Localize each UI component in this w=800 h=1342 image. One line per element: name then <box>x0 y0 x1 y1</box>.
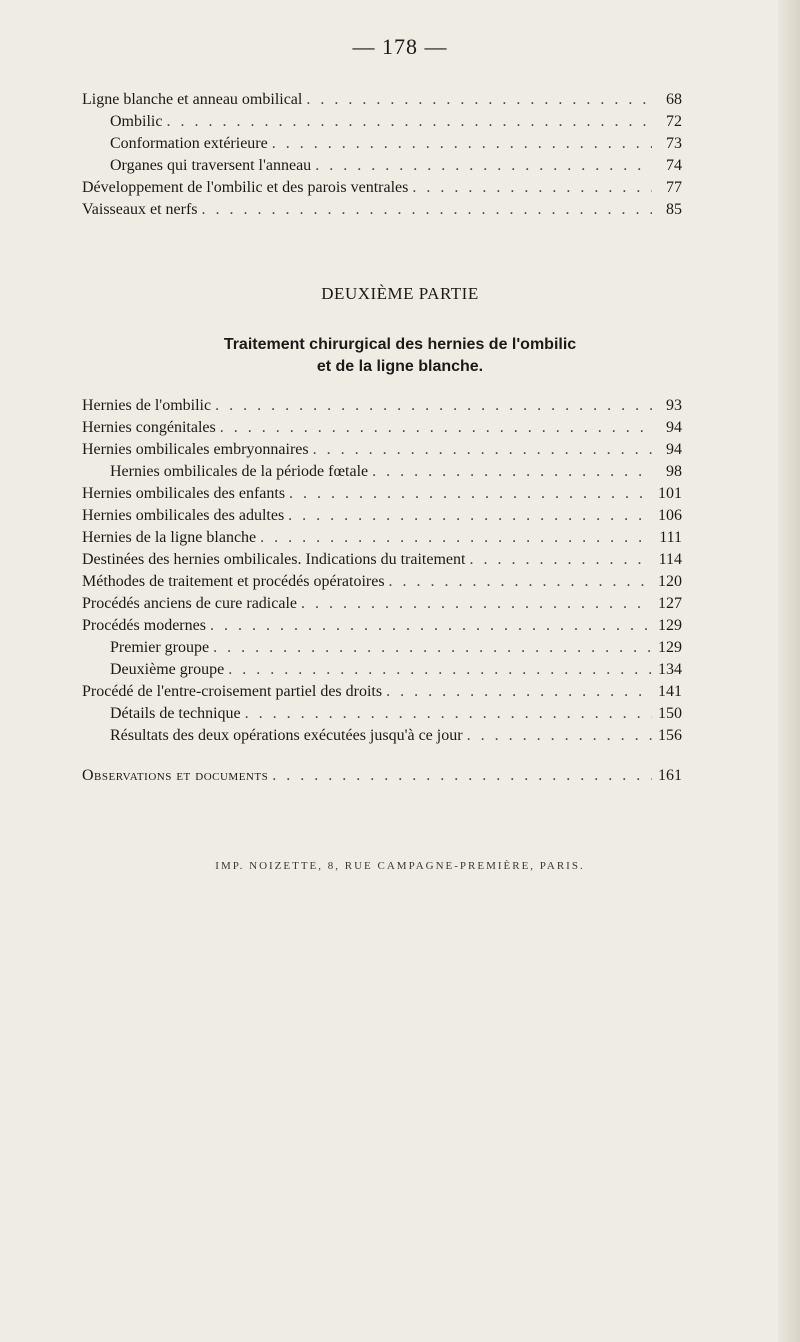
toc-leader-dots <box>386 680 652 704</box>
toc-entry-page: 93 <box>666 397 682 414</box>
toc-entry-title: Destinées des hernies ombilicales. Indications du traitement <box>82 551 466 568</box>
toc-entry[interactable] <box>110 724 682 748</box>
toc-entry-page: 114 <box>658 551 682 568</box>
toc-leader-dots <box>260 526 652 550</box>
toc-entry-page: 111 <box>659 529 682 546</box>
toc-entry-page: 156 <box>658 727 682 744</box>
toc-entry[interactable] <box>110 636 682 660</box>
toc-entry-title: Procédés anciens de cure radicale <box>82 595 297 612</box>
toc-entry-title: Détails de technique <box>110 705 241 722</box>
toc-entry[interactable] <box>110 110 682 134</box>
toc-leader-dots <box>272 132 652 156</box>
section-title: Traitement chirurgical des hernies de l'ombilic <box>223 336 577 353</box>
toc-leader-dots <box>313 438 652 462</box>
toc-entry-page: 106 <box>658 507 682 524</box>
toc-entry-page: 94 <box>666 419 682 436</box>
toc-leader-dots <box>220 416 652 440</box>
toc-entry-title: Développement de l'ombilic et des parois ventrales <box>82 179 409 196</box>
toc-entry[interactable] <box>82 680 682 704</box>
toc-entry-page: 68 <box>666 91 682 108</box>
toc-entry-page: 120 <box>658 573 682 590</box>
toc-leader-dots <box>469 548 652 572</box>
toc-entry[interactable] <box>82 88 682 112</box>
toc-entry-page: 77 <box>666 179 682 196</box>
toc-entry-title: Procédé de l'entre-croisement partiel des droits <box>82 683 383 700</box>
toc-entry[interactable] <box>110 154 682 178</box>
toc-entry[interactable] <box>82 548 682 572</box>
toc-entry-title: Méthodes de traitement et procédés opératoires <box>82 573 385 590</box>
toc-leader-dots <box>215 394 652 418</box>
toc-entry-page: 72 <box>666 113 682 130</box>
section-title-continued: et de la ligne blanche. <box>316 358 484 375</box>
toc-entry-page: 134 <box>658 661 682 678</box>
toc-leader-dots <box>245 702 652 726</box>
toc-entry-title: Hernies de l'ombilic <box>82 397 212 414</box>
toc-entry-page: 129 <box>658 639 682 656</box>
toc-leader-dots <box>467 724 652 748</box>
toc-entry-page: 141 <box>658 683 682 700</box>
page-number: — 178 — <box>352 34 448 59</box>
toc-leader-dots <box>306 88 652 112</box>
toc-entry[interactable] <box>82 198 682 222</box>
toc-leader-dots <box>210 614 652 638</box>
toc-entry[interactable] <box>82 614 682 638</box>
toc-entry-title: Procédés modernes <box>82 617 206 634</box>
toc-entry[interactable] <box>82 176 682 200</box>
toc-entry-title: Observations et documents <box>82 767 269 784</box>
toc-leader-dots <box>412 176 652 200</box>
toc-entry[interactable] <box>82 526 682 550</box>
page-edge <box>778 0 800 1342</box>
toc-entry-page: 129 <box>658 617 682 634</box>
toc-entry[interactable] <box>82 416 682 440</box>
toc-leader-dots <box>389 570 652 594</box>
toc-leader-dots <box>202 198 652 222</box>
toc-leader-dots <box>288 504 652 528</box>
toc-entry-title: Deuxième groupe <box>110 661 225 678</box>
toc-entry-title: Résultats des deux opérations exécutées jusqu'à ce jour <box>110 727 463 744</box>
toc-leader-dots <box>372 460 652 484</box>
part-title: DEUXIÈME PARTIE <box>321 284 479 303</box>
toc-entry-title: Conformation extérieure <box>110 135 268 152</box>
toc-entry-page: 73 <box>666 135 682 152</box>
toc-leader-dots <box>228 658 652 682</box>
toc-entry-title: Hernies ombilicales de la période fœtale <box>110 463 369 480</box>
toc-entry-page: 74 <box>666 157 682 174</box>
toc-entry[interactable] <box>82 438 682 462</box>
toc-entry-title: Hernies ombilicales des adultes <box>82 507 285 524</box>
toc-entry-page: 101 <box>658 485 682 502</box>
toc-entry-title: Ombilic <box>110 113 163 130</box>
toc-entry[interactable] <box>82 482 682 506</box>
toc-entry[interactable] <box>82 592 682 616</box>
toc-entry[interactable] <box>110 132 682 156</box>
toc-leader-dots <box>213 636 652 660</box>
toc-entry-page: 98 <box>666 463 682 480</box>
toc-leader-dots <box>289 482 652 506</box>
toc-leader-dots <box>272 764 652 788</box>
toc-entry-page: 94 <box>666 441 682 458</box>
toc-leader-dots <box>166 110 652 134</box>
toc-entry[interactable] <box>82 570 682 594</box>
toc-entry[interactable] <box>82 504 682 528</box>
toc-entry-title: Hernies ombilicales des enfants <box>82 485 286 502</box>
toc-entry-page: 161 <box>658 767 682 784</box>
toc-entry-title: Organes qui traversent l'anneau <box>110 157 312 174</box>
toc-entry-title: Hernies ombilicales embryonnaires <box>82 441 309 458</box>
toc-entry-page: 150 <box>658 705 682 722</box>
toc-entry-title: Hernies congénitales <box>82 419 216 436</box>
toc-entry-title: Vaisseaux et nerfs <box>82 201 198 218</box>
toc-entry-title: Ligne blanche et anneau ombilical <box>82 91 303 108</box>
toc-leader-dots <box>315 154 652 178</box>
toc-leader-dots <box>301 592 652 616</box>
toc-entry-observations[interactable] <box>82 764 682 788</box>
toc-entry-page: 127 <box>658 595 682 612</box>
toc-entry-page: 85 <box>666 201 682 218</box>
toc-entry[interactable] <box>110 702 682 726</box>
toc-entry-title: Hernies de la ligne blanche <box>82 529 257 546</box>
printer-imprint: IMP. NOIZETTE, 8, RUE CAMPAGNE-PREMIÈRE, PARIS. <box>215 860 585 872</box>
toc-entry[interactable] <box>110 658 682 682</box>
toc-entry[interactable] <box>82 394 682 418</box>
toc-entry-title: Premier groupe <box>110 639 210 656</box>
toc-entry[interactable] <box>110 460 682 484</box>
